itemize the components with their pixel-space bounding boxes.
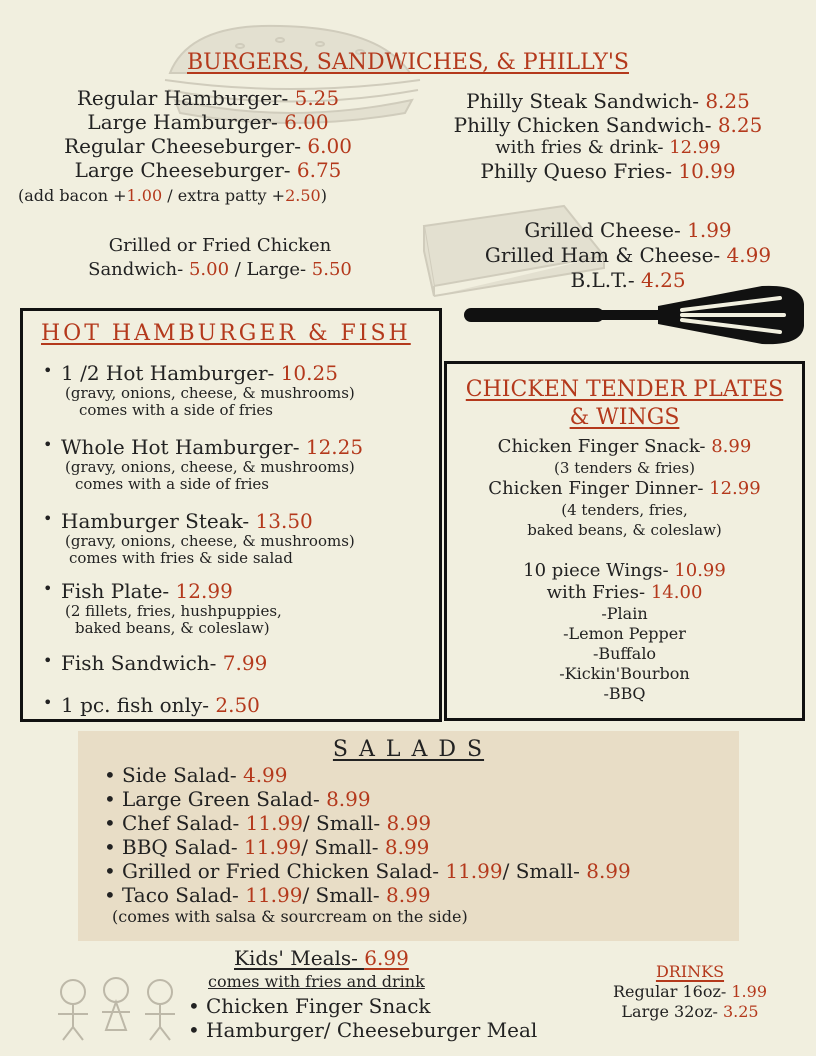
chicken-tender-box: [444, 361, 805, 721]
salad-note: (comes with salsa & sourcream on the side): [112, 907, 468, 926]
tender-section-title: CHICKEN TENDER PLATES & WINGS: [465, 377, 784, 430]
menu-item: Chicken Finger Dinner- 12.99: [488, 478, 761, 499]
menu-item: Philly Chicken Sandwich- 8.25: [453, 113, 763, 137]
menu-item: with Fries- 14.00: [546, 582, 703, 603]
kids-title: Kids' Meals- 6.99: [234, 946, 409, 970]
chicken-sandwich-item: Grilled or Fried Chicken Sandwich- 5.00 / Large- 5.50: [88, 235, 352, 280]
menu-item: Philly Queso Fries- 10.99: [480, 159, 736, 183]
addon-note: (add bacon +1.00 / extra patty +2.50): [18, 186, 327, 205]
list-item: • Grilled or Fried Chicken Salad- 11.99/ Small- 8.99: [104, 859, 631, 883]
menu-item: Large Hamburger- 6.00: [87, 110, 329, 134]
salads-panel: [78, 731, 739, 941]
menu-item: 10 piece Wings- 10.99: [523, 560, 726, 581]
tender-list: Chicken Finger Snack- 8.99 (3 tenders & fries) Chicken Finger Dinner- 12.99 (4 tenders, fries, baked beans, & coleslaw) 10 piece Wings- 10.99 with Fries- 14.00 -Plain -Lemon Pepper -Buffalo -Kickin'Bourbon -BBQ: [447, 436, 802, 704]
hot-hamburger-box: [20, 308, 442, 722]
menu-item: Grilled Cheese- 1.99: [524, 218, 732, 242]
menu-item: Chicken Finger Snack- 8.99: [497, 436, 752, 457]
menu-item: Large 32oz- 3.25: [621, 1002, 759, 1021]
menu-item: Large Cheeseburger- 6.75: [74, 158, 342, 182]
list-item: • Side Salad- 4.99: [104, 763, 288, 787]
hot-section-title: HOT HAMBURGER & FISH: [41, 321, 411, 346]
kids-sketch-icon: [48, 972, 188, 1042]
spatula-icon: [462, 284, 812, 346]
list-item: • Fish Plate- 12.99 (2 fillets, fries, hushpuppies, baked beans, & coleslaw): [43, 579, 282, 637]
combo-note: with fries & drink- 12.99: [495, 137, 721, 158]
list-item: • 1 /2 Hot Hamburger- 10.25 (gravy, onions, cheese, & mushrooms) comes with a side of fries: [43, 361, 355, 419]
menu-item: Regular Hamburger- 5.25: [76, 86, 340, 110]
menu-item: B.L.T.- 4.25: [570, 268, 686, 292]
list-item: • Large Green Salad- 8.99: [104, 787, 371, 811]
list-item: • Fish Sandwich- 7.99: [43, 651, 268, 675]
salads-title: S A L A D S: [332, 737, 485, 762]
list-item: • BBQ Salad- 11.99/ Small- 8.99: [104, 835, 430, 859]
burgers-section-title: BURGERS, SANDWICHES, & PHILLY'S: [187, 50, 629, 75]
menu-item: Philly Steak Sandwich- 8.25: [466, 89, 750, 113]
list-item: • Chicken Finger Snack: [188, 994, 431, 1018]
list-item: • Whole Hot Hamburger- 12.25 (gravy, onions, cheese, & mushrooms) comes with a side of fries: [43, 435, 364, 493]
list-item: • Hamburger Steak- 13.50 (gravy, onions, cheese, & mushrooms) comes with fries & side salad: [43, 509, 355, 567]
list-item: • Hamburger/ Cheeseburger Meal: [188, 1018, 538, 1042]
kids-subtitle: comes with fries and drink: [208, 972, 425, 991]
burgers-left-list: [0, 86, 416, 182]
salad-list: [102, 763, 631, 907]
list-item: • Taco Salad- 11.99/ Small- 8.99: [104, 883, 431, 907]
grilled-list: [440, 218, 816, 293]
philly-list: [410, 89, 806, 183]
list-item: • Chef Salad- 11.99/ Small- 8.99: [104, 811, 432, 835]
menu-item: Regular Cheeseburger- 6.00: [64, 134, 352, 158]
drinks-title: DRINKS: [655, 962, 725, 981]
kids-list: [186, 994, 537, 1042]
list-item: • 1 pc. fish only- 2.50: [43, 693, 260, 717]
menu-item: Regular 16oz- 1.99: [613, 982, 767, 1001]
drinks-section: [560, 962, 816, 1022]
menu-item: Grilled Ham & Cheese- 4.99: [484, 243, 772, 267]
flavor-list: -Plain -Lemon Pepper -Buffalo -Kickin'Bourbon -BBQ: [559, 604, 690, 703]
